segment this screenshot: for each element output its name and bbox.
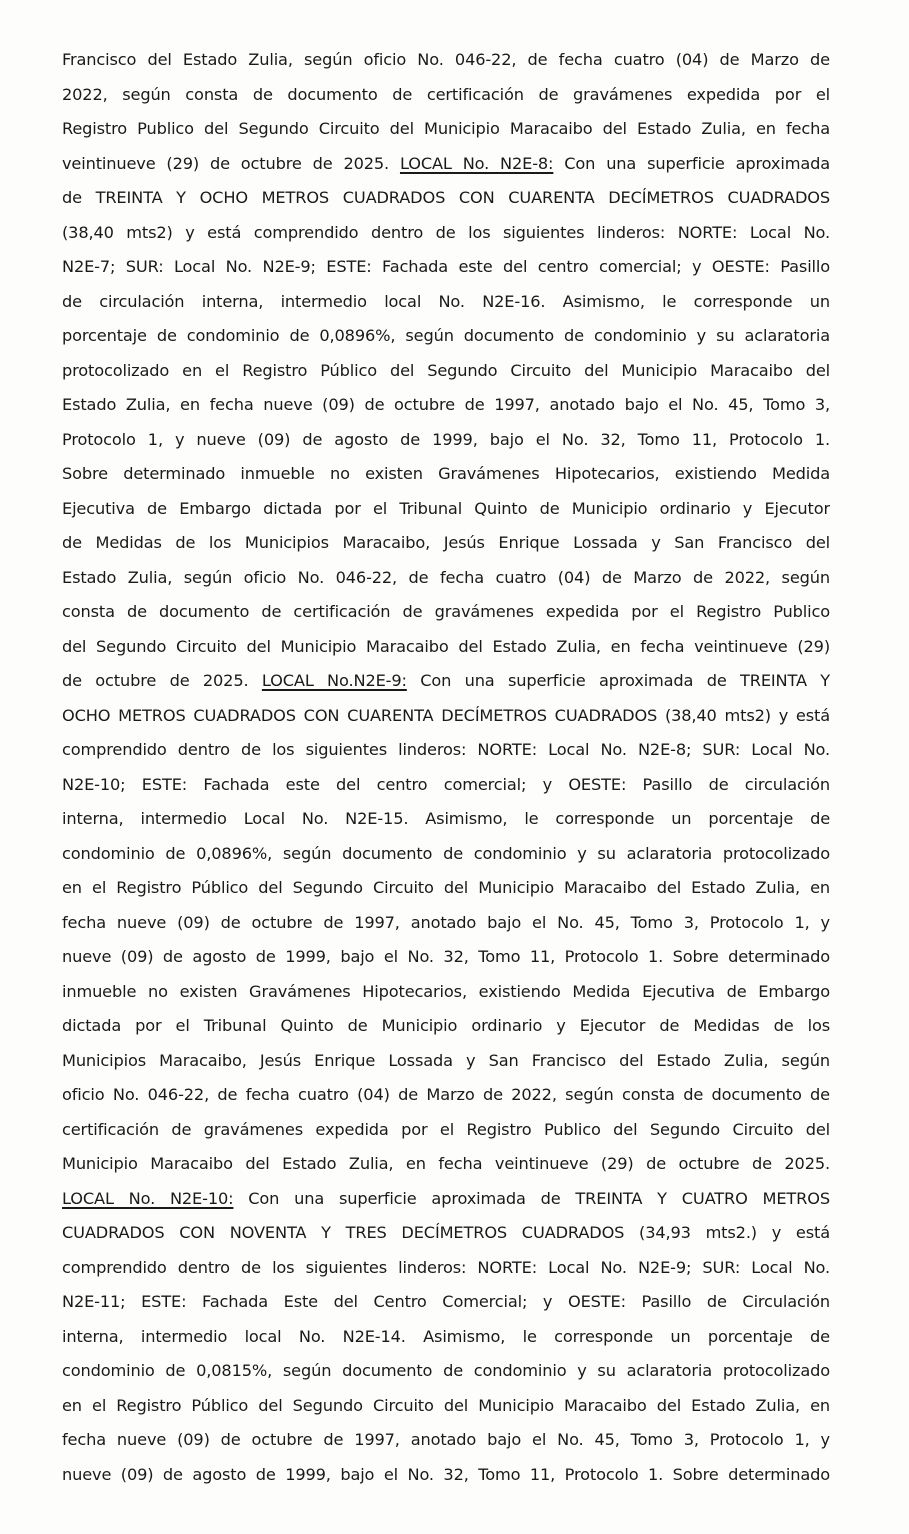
text-line xyxy=(62,1462,830,1497)
text-segment: condominio de 0,0896%, según documento de condominio y su aclaratoria protocolizado xyxy=(62,843,830,863)
text-line xyxy=(62,323,830,358)
text-segment: fecha nueve (09) de octubre de 1997, anotado bajo el No. 45, Tomo 3, Protocolo 1, y xyxy=(62,1430,830,1449)
text-segment: comprendido dentro de los siguientes linderos: NORTE: Local No. N2E-8; SUR: Local No. xyxy=(62,740,830,759)
local-heading: LOCAL No.N2E-9: xyxy=(261,671,407,690)
text-segment: en el Registro Público del Segundo Circuito del Municipio Maracaibo del Estado Zulia, en xyxy=(62,878,830,897)
text-line xyxy=(62,634,830,669)
text-line xyxy=(62,427,830,462)
text-line xyxy=(62,1186,830,1221)
local-heading: LOCAL No. N2E-8: xyxy=(399,153,554,173)
text-line xyxy=(62,1220,830,1255)
text-segment: Francisco del Estado Zulia, según oficio No. 046-22, de fecha cuatro (04) de Marzo de xyxy=(62,50,830,69)
text-line xyxy=(62,875,830,910)
text-segment: N2E-10; ESTE: Fachada este del centro comercial; y OESTE: Pasillo de circulación xyxy=(62,774,830,794)
text-line xyxy=(62,358,830,393)
text-segment: interna, intermedio local No. N2E-14. Asimismo, le corresponde un porcentaje de xyxy=(62,1326,830,1346)
text-line xyxy=(62,1151,830,1186)
text-line xyxy=(62,737,830,772)
text-line xyxy=(62,116,830,151)
text-segment: nueve (09) de agosto de 1999, bajo el No. 32, Tomo 11, Protocolo 1. Sobre determinado xyxy=(62,947,830,966)
text-line xyxy=(62,220,830,255)
text-line xyxy=(62,565,830,600)
text-line xyxy=(62,392,830,427)
text-segment: veintinueve (29) de octubre de 2025. xyxy=(62,153,400,173)
local-heading: LOCAL No. N2E-10: xyxy=(62,1188,234,1208)
text-segment: oficio No. 046-22, de fecha cuatro (04) de Marzo de 2022, según consta de documento de xyxy=(62,1085,830,1104)
text-segment: de octubre de 2025. xyxy=(62,671,262,690)
text-line xyxy=(62,1289,830,1324)
text-segment: comprendido dentro de los siguientes linderos: NORTE: Local No. N2E-9; SUR: Local No. xyxy=(62,1257,830,1277)
text-line xyxy=(62,1324,830,1359)
text-segment: certificación de gravámenes expedida por el Registro Publico del Segundo Circuito del xyxy=(62,1119,830,1139)
text-segment: N2E-7; SUR: Local No. N2E-9; ESTE: Fachada este del centro comercial; y OESTE: Pasillo xyxy=(62,257,830,276)
text-line xyxy=(62,979,830,1014)
text-segment: Con una superficie aproximada de TREINTA Y CUATRO METROS xyxy=(233,1188,830,1208)
text-segment: porcentaje de condominio de 0,0896%, según documento de condominio y su aclaratoria xyxy=(62,326,830,345)
text-segment: Estado Zulia, en fecha nueve (09) de octubre de 1997, anotado bajo el No. 45, Tomo 3, xyxy=(62,395,830,414)
text-line xyxy=(62,1393,830,1428)
text-line xyxy=(62,1048,830,1083)
text-segment: protocolizado en el Registro Público del Segundo Circuito del Municipio Maracaibo del xyxy=(62,360,830,380)
text-line xyxy=(62,254,830,289)
text-line xyxy=(62,461,830,496)
text-line xyxy=(62,1255,830,1290)
text-segment: Protocolo 1, y nueve (09) de agosto de 1999, bajo el No. 32, Tomo 11, Protocolo 1. xyxy=(62,429,830,449)
text-segment: de circulación interna, intermedio local No. N2E-16. Asimismo, le corresponde un xyxy=(62,291,830,311)
text-line xyxy=(62,841,830,876)
text-line xyxy=(62,1427,830,1462)
text-segment: condominio de 0,0815%, según documento de condominio y su aclaratoria protocolizado xyxy=(62,1361,830,1380)
text-segment: consta de documento de certificación de gravámenes expedida por el Registro Publico xyxy=(62,602,830,621)
text-segment: (38,40 mts2) y está comprendido dentro de los siguientes linderos: NORTE: Local No. xyxy=(62,222,830,242)
text-line xyxy=(62,668,830,703)
text-line xyxy=(62,599,830,634)
text-segment: Registro Publico del Segundo Circuito del Municipio Maracaibo del Estado Zulia, en fecha xyxy=(62,119,830,138)
text-segment: Sobre determinado inmueble no existen Gravámenes Hipotecarios, existiendo Medida xyxy=(62,464,830,483)
text-segment: de TREINTA Y OCHO METROS CUADRADOS CON CUARENTA DECÍMETROS CUADRADOS xyxy=(62,188,830,207)
text-segment: interna, intermedio Local No. N2E-15. Asimismo, le corresponde un porcentaje de xyxy=(62,809,830,828)
text-segment: N2E-11; ESTE: Fachada Este del Centro Comercial; y OESTE: Pasillo de Circulación xyxy=(62,1292,830,1311)
text-segment: fecha nueve (09) de octubre de 1997, anotado bajo el No. 45, Tomo 3, Protocolo 1, y xyxy=(62,912,830,932)
text-line xyxy=(62,910,830,945)
text-line xyxy=(62,806,830,841)
text-line xyxy=(62,1117,830,1152)
page-bottom-margin xyxy=(0,1500,909,1534)
text-segment: 2022, según consta de documento de certificación de gravámenes expedida por el xyxy=(62,84,830,104)
text-segment: en el Registro Público del Segundo Circuito del Municipio Maracaibo del Estado Zulia, en xyxy=(62,1395,830,1415)
text-segment: dictada por el Tribunal Quinto de Municipio ordinario y Ejecutor de Medidas de los xyxy=(62,1016,830,1035)
text-line xyxy=(62,185,830,220)
text-line xyxy=(62,530,830,565)
text-segment: Municipios Maracaibo, Jesús Enrique Lossada y San Francisco del Estado Zulia, según xyxy=(62,1050,830,1070)
text-line xyxy=(62,496,830,531)
text-line xyxy=(62,82,830,117)
text-segment: nueve (09) de agosto de 1999, bajo el No. 32, Tomo 11, Protocolo 1. Sobre determinado xyxy=(62,1464,830,1484)
text-segment: OCHO METROS CUADRADOS CON CUARENTA DECÍMETROS CUADRADOS (38,40 mts2) y está xyxy=(62,705,830,725)
text-line xyxy=(62,944,830,979)
text-line xyxy=(62,151,830,186)
text-segment: Municipio Maracaibo del Estado Zulia, en fecha veintinueve (29) de octubre de 2025. xyxy=(62,1154,830,1173)
text-segment: Con una superficie aproximada de TREINTA Y xyxy=(406,671,830,690)
text-line xyxy=(62,1082,830,1117)
document-body xyxy=(62,47,830,1496)
text-segment: del Segundo Circuito del Municipio Maracaibo del Estado Zulia, en fecha veintinueve (29) xyxy=(62,636,830,656)
text-line xyxy=(62,772,830,807)
text-segment: inmueble no existen Gravámenes Hipotecarios, existiendo Medida Ejecutiva de Embargo xyxy=(62,981,830,1001)
text-line xyxy=(62,703,830,738)
text-segment: Con una superficie aproximada xyxy=(553,153,830,173)
text-segment: Ejecutiva de Embargo dictada por el Tribunal Quinto de Municipio ordinario y Ejecutor xyxy=(62,498,830,518)
text-line xyxy=(62,1358,830,1393)
text-line xyxy=(62,47,830,82)
text-segment: de Medidas de los Municipios Maracaibo, Jesús Enrique Lossada y San Francisco del xyxy=(62,533,830,552)
text-line xyxy=(62,1013,830,1048)
text-segment: Estado Zulia, según oficio No. 046-22, de fecha cuatro (04) de Marzo de 2022, según xyxy=(62,567,830,587)
text-segment: CUADRADOS CON NOVENTA Y TRES DECÍMETROS CUADRADOS (34,93 mts2.) y está xyxy=(62,1223,830,1242)
text-line xyxy=(62,289,830,324)
